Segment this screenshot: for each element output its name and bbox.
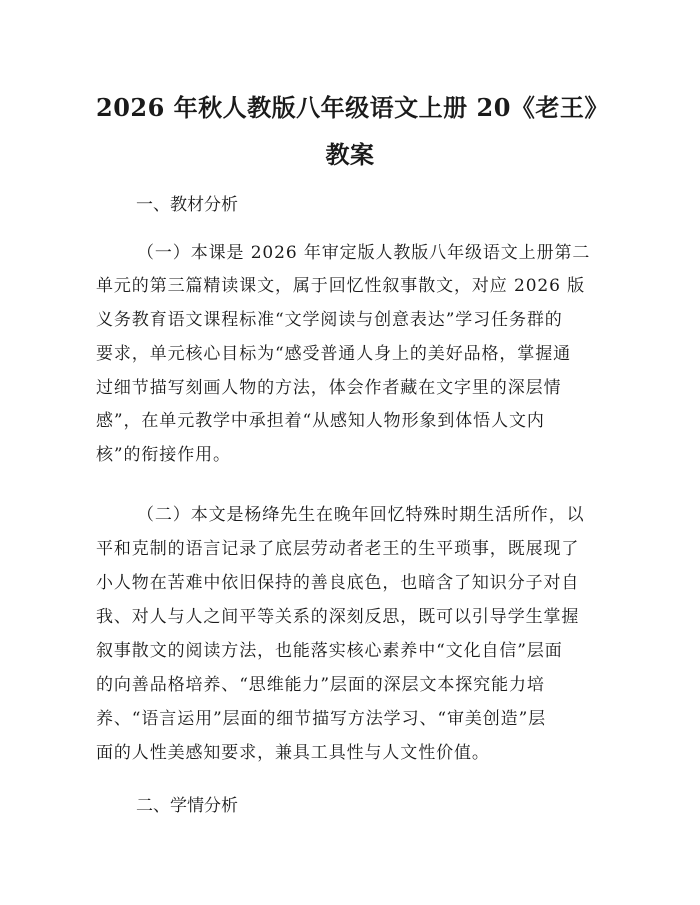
paragraph2-line: 平和克制的语言记录了底层劳动者老王的生平琐事，既展现了	[96, 539, 580, 559]
document-title-line2: 教案	[325, 140, 375, 169]
paragraph2-line: 养、“语言运用”层面的细节描写方法学习、“审美创造”层	[96, 709, 547, 729]
document-title-line1: 2026 年秋人教版八年级语文上册 20《老王》	[96, 93, 609, 122]
paragraph1-line: 义务教育语文课程标准“文学阅读与创意表达”学习任务群的	[96, 310, 563, 330]
paragraph2-line: 我、对人与人之间平等关系的深刻反思，既可以引导学生掌握	[96, 607, 580, 627]
paragraph1-line: 单元的第三篇精读课文，属于回忆性叙事散文，对应 2026 版	[96, 276, 586, 296]
paragraph1-line: 感”，在单元教学中承担着“从感知人物形象到体悟人文内	[96, 411, 545, 431]
paragraph2-line: （二）本文是杨绛先生在晚年回忆特殊时期生活所作，以	[137, 505, 585, 525]
paragraph2-line: 叙事散文的阅读方法，也能落实核心素养中“文化自信”层面	[96, 641, 563, 661]
paragraph1-line: （一）本课是 2026 年审定版人教版八年级语文上册第二	[137, 243, 591, 263]
paragraph1-line: 核”的衔接作用。	[96, 445, 231, 465]
section-heading-student-analysis: 二、学情分析	[136, 796, 238, 816]
paragraph2-line: 面的人性美感知要求，兼具工具性与人文性价值。	[96, 743, 490, 763]
paragraph1-line: 过细节描写刻画人物的方法，体会作者藏在文字里的深层情	[96, 378, 562, 398]
paragraph1-line: 要求，单元核心目标为“感受普通人身上的美好品格，掌握通	[96, 344, 571, 364]
section-heading-textbook-analysis: 一、教材分析	[136, 195, 238, 215]
paragraph2-line: 的向善品格培养、“思维能力”层面的深层文本探究能力培	[96, 675, 545, 695]
paragraph2-line: 小人物在苦难中依旧保持的善良底色，也暗含了知识分子对自	[96, 573, 580, 593]
